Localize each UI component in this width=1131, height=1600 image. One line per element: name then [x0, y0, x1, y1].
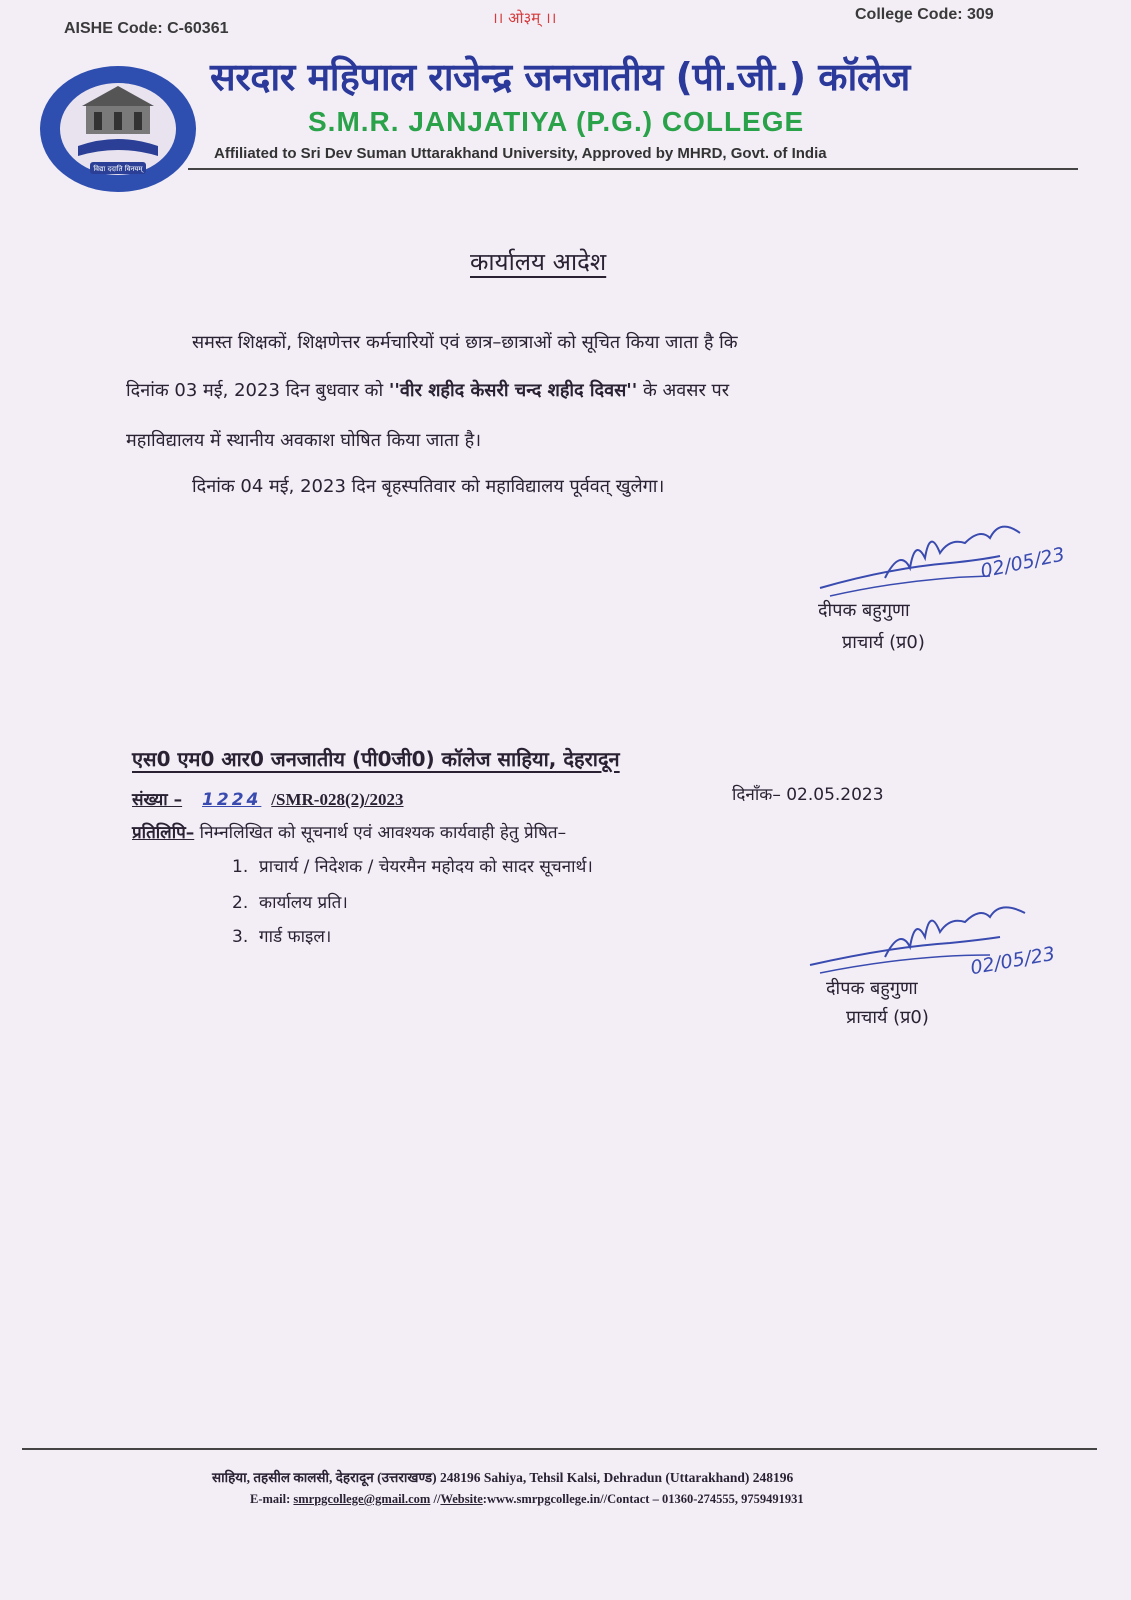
footer-email-label: E-mail:: [250, 1492, 294, 1506]
college-code: College Code: 309: [855, 6, 994, 23]
list-item: [232, 854, 593, 877]
signature-2-date: 02/05/23: [968, 942, 1057, 980]
college-name-hindi: सरदार महिपाल राजेन्द्र जनजातीय (पी.जी.) कॉलेज: [210, 55, 910, 99]
footer-separator: //: [430, 1492, 441, 1506]
signatory-designation-2: प्राचार्य (प्र0): [846, 1007, 929, 1028]
copy-text: निम्नलिखित को सूचनार्थ एवं आवश्यक कार्यवाही हेतु प्रेषित–: [194, 823, 567, 843]
header-divider: [188, 168, 1078, 170]
signatory-designation-1: प्राचार्य (प्र0): [842, 632, 925, 653]
om-invocation: ।। ओ३म् ।।: [492, 9, 557, 27]
order-occasion-text: के अवसर पर: [637, 380, 730, 401]
footer-divider: [22, 1448, 1097, 1450]
reference-date: दिनाँक– 02.05.2023: [732, 785, 884, 805]
office-order-heading: कार्यालय आदेश: [470, 248, 607, 276]
footer-website-contact[interactable]: :www.smrpgcollege.in//Contact – 01360-274555, 9759491931: [482, 1492, 804, 1506]
logo-motto: विद्या ददाति विनयम्: [93, 165, 143, 173]
aishe-code: AISHE Code: C-60361: [64, 20, 229, 37]
reference-number-suffix: /SMR-028(2)/2023: [271, 790, 404, 809]
order-para1-line1: समस्त शिक्षकों, शिक्षणेत्तर कर्मचारियों एवं छात्र–छात्राओं को सूचित किया जाता है कि: [192, 332, 738, 353]
reference-number-line: [132, 787, 404, 810]
copy-forward-line: [132, 820, 566, 843]
order-para2: दिनांक 04 मई, 2023 दिन बृहस्पतिवार को महाविद्यालय पूर्ववत् खुलेगा।: [192, 476, 665, 497]
signatory-name-1: दीपक बहुगुणा: [818, 600, 910, 621]
footer-email-link[interactable]: smrpgcollege@gmail.com: [293, 1492, 431, 1506]
list-item: [232, 890, 348, 913]
college-logo-emblem: [38, 64, 198, 194]
college-logo: [38, 64, 198, 194]
list-item-text: कार्यालय प्रति।: [259, 893, 348, 913]
martyr-day-name: ''वीर शहीद केसरी चन्द शहीद दिवस'': [388, 380, 638, 401]
list-item-text: प्राचार्य / निदेशक / चेयरमैन महोदय को सादर सूचनार्थ।: [259, 857, 593, 877]
list-item: [232, 924, 331, 947]
footer-contact: [250, 1492, 804, 1507]
list-item-number: 2.: [232, 893, 249, 913]
footer-website-label: Website: [440, 1492, 483, 1506]
reference-org-line: एस0 एम0 आर0 जनजातीय (पी0जी0) कॉलेज साहिया, देहरादून: [132, 747, 620, 771]
affiliation-line: Affiliated to Sri Dev Suman Uttarakhand University, Approved by MHRD, Govt. of India: [214, 145, 827, 162]
order-para1-line2: [126, 378, 729, 402]
list-item-text: गार्ड फाइल।: [259, 927, 332, 947]
copy-label: प्रतिलिपि–: [132, 823, 195, 843]
reference-number-label: संख्या –: [132, 790, 183, 810]
signatory-name-2: दीपक बहुगुणा: [826, 978, 918, 999]
order-date-text: दिनांक 03 मई, 2023 दिन बुधवार को: [126, 380, 389, 401]
reference-number-handwritten: 1224: [202, 790, 262, 810]
college-name-english: S.M.R. JANJATIYA (P.G.) COLLEGE: [308, 106, 805, 137]
list-item-number: 1.: [232, 857, 249, 877]
footer-address: साहिया, तहसील कालसी, देहरादून (उत्तराखण्ड) 248196 Sahiya, Tehsil Kalsi, Dehradun (Uttarakhand) 248196: [212, 1470, 794, 1485]
list-item-number: 3.: [232, 927, 249, 947]
signature-1-date: 02/05/23: [978, 543, 1067, 583]
order-para1-line3: महाविद्यालय में स्थानीय अवकाश घोषित किया जाता है।: [126, 430, 482, 451]
